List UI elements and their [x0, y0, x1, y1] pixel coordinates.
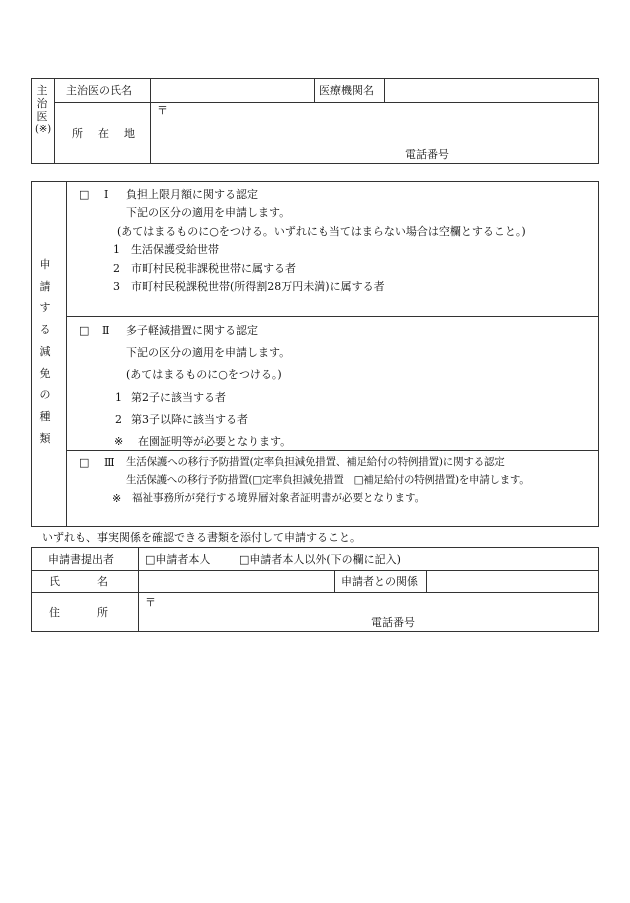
- physician-side-divider: [54, 78, 55, 164]
- section1-line2: (あてはまるものに○をつける。いずれにも当てはまらない場合は空欄とすること。): [117, 225, 526, 238]
- section3-note: 福祉事務所が発行する境界層対象者証明書が必要となります。: [132, 492, 426, 504]
- submitter-address-field[interactable]: [140, 594, 596, 614]
- submitter-label: 申請書提出者: [48, 553, 114, 566]
- physician-address-label: 所 在 地: [72, 127, 137, 140]
- section3-line1: 生活保護への移行予防措置(□定率負担減免措置 □補足給付の特例措置)を申請します。: [126, 474, 530, 486]
- section1-item-3-text: 市町村民税課税世帯(所得割28万円未満)に属する者: [131, 280, 385, 293]
- submitter-name-field[interactable]: [140, 572, 332, 590]
- physician-name-field[interactable]: [152, 80, 312, 100]
- submitter-phone-label: 電話番号: [371, 616, 415, 629]
- section1-item-2-num[interactable]: 2: [113, 262, 120, 275]
- section2-numeral: Ⅱ: [102, 324, 110, 337]
- physician-phone-label: 電話番号: [405, 148, 449, 161]
- section2-item-2-text: 第3子以降に該当する者: [131, 413, 248, 426]
- submitter-option-self[interactable]: □申請者本人: [145, 553, 211, 566]
- section1-checkbox[interactable]: □: [79, 188, 90, 201]
- physician-row-divider: [54, 102, 599, 103]
- submitter-row2-divider: [31, 592, 599, 593]
- submitter-postal-mark: 〒: [145, 596, 156, 609]
- section1-numeral: Ⅰ: [104, 188, 109, 201]
- reduction-section2-divider: [66, 450, 599, 451]
- institution-label-right-divider: [384, 78, 385, 102]
- instruction-text: いずれも、事実関係を確認できる書類を添付して申請すること。: [42, 531, 361, 544]
- section2-line1: 下記の区分の適用を申請します。: [126, 346, 291, 359]
- section1-item-2-text: 市町村民税非課税世帯に属する者: [131, 262, 296, 275]
- section3-note-mark: ※: [112, 492, 122, 505]
- physician-postal-mark: 〒: [157, 104, 168, 117]
- relation-label-right-divider: [426, 570, 427, 592]
- section2-item-2-num[interactable]: 2: [115, 413, 122, 426]
- section2-line2: (あてはまるものに○をつける。): [126, 368, 282, 381]
- physician-label-divider: [150, 78, 151, 164]
- section2-note-mark: ※: [114, 435, 124, 448]
- section2-title: 多子軽減措置に関する認定: [126, 324, 258, 337]
- submitter-option-other[interactable]: □申請者本人以外(下の欄に記入): [239, 553, 401, 566]
- physician-address-field[interactable]: [152, 104, 596, 146]
- physician-side-label: 主 治 医 (※): [35, 84, 52, 135]
- section2-checkbox[interactable]: □: [79, 324, 90, 337]
- reduction-side-divider: [66, 181, 67, 527]
- relation-label: 申請者との関係: [341, 575, 418, 588]
- section1-item-1-text: 生活保護受給世帯: [131, 243, 219, 256]
- section3-title: 生活保護への移行予防措置(定率負担減免措置、補足給付の特例措置)に関する認定: [126, 456, 505, 468]
- institution-label-left-divider: [314, 78, 315, 102]
- physician-name-label: 主治医の氏名: [66, 84, 132, 97]
- section2-note: 在園証明等が必要となります。: [138, 435, 292, 448]
- section1-line1: 下記の区分の適用を申請します。: [126, 206, 291, 219]
- section2-item-1-num[interactable]: 1: [115, 391, 122, 404]
- reduction-side-label: 申 請 す る 減 免 の 種 類: [39, 258, 51, 445]
- submitter-label-divider: [138, 547, 139, 632]
- section2-item-1-text: 第2子に該当する者: [131, 391, 226, 404]
- institution-field[interactable]: [386, 80, 596, 100]
- submitter-row1-divider: [31, 570, 599, 571]
- relation-label-left-divider: [334, 570, 335, 592]
- reduction-section1-divider: [66, 316, 599, 317]
- section1-item-3-num[interactable]: 3: [113, 280, 120, 293]
- section1-title: 負担上限月額に関する認定: [126, 188, 258, 201]
- submitter-name-label: 氏 名: [49, 575, 109, 588]
- submitter-address-label: 住 所: [49, 606, 109, 619]
- relation-field[interactable]: [428, 572, 596, 590]
- section3-checkbox[interactable]: □: [79, 456, 90, 469]
- section3-numeral: Ⅲ: [104, 456, 115, 469]
- section1-item-1-num[interactable]: 1: [113, 243, 120, 256]
- institution-label: 医療機関名: [319, 84, 374, 97]
